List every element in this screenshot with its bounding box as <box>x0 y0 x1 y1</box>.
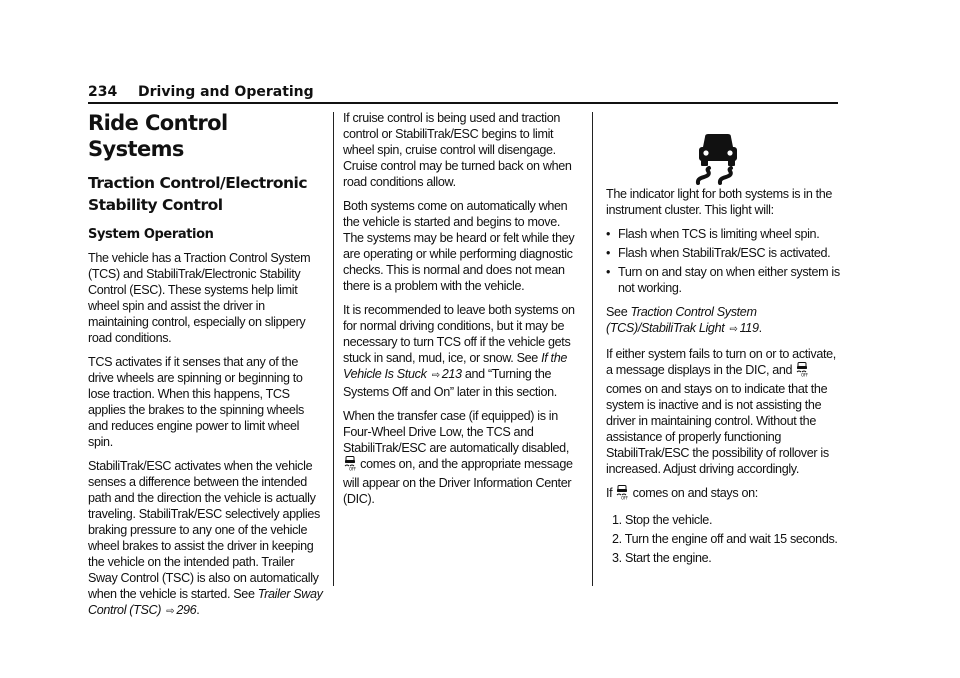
cross-reference-link[interactable]: If the Vehicle Is Stuck <box>343 351 568 381</box>
list-item: 1. Stop the vehicle. <box>612 513 713 527</box>
paragraph-text: StabiliTrak/ESC activates when the vehicle senses a difference between the intended path and the direction the vehicle is actually traveling. StabiliTrak/ESC selectively applies braking pressure to any one of the vehicle wheel brakes to assist the driver in keeping the vehicle on the intended path. Trailer Sway Control (TSC) is also on automatically when the vehicle is started. See <box>88 459 320 601</box>
traction-control-off-icon <box>796 362 808 381</box>
paragraph-text: If either system fails to turn on or to activate, a message displays in the DIC, and <box>606 347 836 377</box>
header-rule <box>88 102 838 104</box>
paragraph: If cruise control is being used and traction control or StabiliTrak/ESC begins to limit wheel spin, cruise control will disengage. Cruise control may be turned back on when road conditions allow. <box>343 111 572 189</box>
page-header <box>88 84 838 104</box>
list-item-text: Turn on and stay on when either system is not working. <box>618 265 840 295</box>
paragraph: Both systems come on automatically when the vehicle is started and begins to move. The systems may be heard or felt while they are operating or while performing diagnostic checks. This is normal and does not mean there is a problem with the vehicle. <box>343 199 575 293</box>
list-item <box>606 264 844 296</box>
svg-text:OFF: OFF <box>801 372 809 377</box>
paragraph <box>343 302 580 400</box>
bullet-icon: • <box>606 246 611 260</box>
paragraph-text: When the transfer case (if equipped) is in Four-Wheel Drive Low, the TCS and StabiliTrak/ESC are automatically disabled, <box>343 409 569 455</box>
cross-reference-link[interactable]: Traction Control System (TCS)/StabiliTrak Light <box>606 305 757 335</box>
subsection-heading: System Operation <box>88 227 214 242</box>
page-reference-arrow-icon: ⇨ <box>729 324 738 335</box>
paragraph: The indicator light for both systems is in the instrument cluster. This light will: <box>606 187 833 217</box>
column-2 <box>343 110 580 515</box>
paragraph-text: . <box>758 321 762 335</box>
column-divider-1 <box>333 112 334 586</box>
page-reference[interactable]: 213 <box>441 367 462 381</box>
paragraph-text: comes on and stays on: <box>632 486 758 500</box>
paragraph <box>606 304 844 338</box>
column-1 <box>88 110 326 628</box>
paragraph: The vehicle has a Traction Control System (TCS) and StabiliTrak/Electronic Stability Control (ESC). These systems help limit wheel spin and assist the driver in maintaining control, especially on slippery road conditions. <box>88 251 311 345</box>
paragraph <box>88 458 326 620</box>
page-title: Ride Control Systems <box>88 111 228 161</box>
section-title: Driving and Operating <box>138 84 314 100</box>
list-item-text: Flash when TCS is limiting wheel spin. <box>618 227 820 241</box>
paragraph-text: and “Turning the Systems Off and On” later in this section. <box>343 367 557 399</box>
traction-control-off-icon <box>344 456 356 475</box>
numbered-list <box>606 512 844 566</box>
paragraph <box>343 408 580 507</box>
paragraph-text: If <box>606 486 613 500</box>
traction-control-indicator-icon <box>695 133 743 185</box>
page-reference-arrow-icon: ⇨ <box>431 370 440 381</box>
list-item: 3. Start the engine. <box>612 551 712 565</box>
section-heading <box>88 172 326 216</box>
page-reference[interactable]: 296 <box>176 603 197 617</box>
list-item-text: Flash when StabiliTrak/ESC is activated. <box>618 246 831 260</box>
paragraph: TCS activates if it senses that any of the drive wheels are spinning or beginning to lose traction. When this happens, TCS applies the brakes to the spinning wheels and reduces engine power to limit wheel spin. <box>88 355 304 449</box>
paragraph-text: . <box>196 603 200 617</box>
page-reference-arrow-icon: ⇨ <box>166 606 175 617</box>
column-3 <box>606 186 844 569</box>
paragraph-text: comes on, and the appropriate message will appear on the Driver Information Center (DIC). <box>343 457 573 506</box>
list-item <box>606 226 844 242</box>
section-heading-line-1: Traction Control/Electronic <box>88 174 308 192</box>
bullet-icon: • <box>606 265 611 279</box>
paragraph-text: See <box>606 305 628 319</box>
cross-reference-link[interactable]: Trailer Sway Control (TSC) <box>88 587 323 617</box>
paragraph <box>606 346 844 477</box>
traction-control-off-icon <box>616 485 628 504</box>
list-item: 2. Turn the engine off and wait 15 seconds. <box>612 532 838 546</box>
bullet-icon: • <box>606 227 611 241</box>
bullet-list <box>606 226 844 296</box>
paragraph-text: It is recommended to leave both systems on for normal driving conditions, but it may be necessary to turn TCS off if the vehicle gets stuck in sand, mud, ice, or snow. See <box>343 303 575 365</box>
section-heading-line-2: Stability Control <box>88 196 223 214</box>
column-divider-2 <box>592 112 593 586</box>
page-number: 234 <box>88 84 118 100</box>
svg-text:OFF: OFF <box>349 466 356 471</box>
paragraph-text: comes on and stays on to indicate that the system is inactive and is not assisting the driver in maintaining control. Without the assistance of properly functioning StabiliTrak/ESC the possibility of rollover is increased. Adjust driving accordingly. <box>606 382 829 476</box>
page-reference[interactable]: 119 <box>739 321 759 335</box>
list-item <box>606 245 844 261</box>
paragraph <box>606 485 844 504</box>
svg-text:OFF: OFF <box>621 495 629 500</box>
